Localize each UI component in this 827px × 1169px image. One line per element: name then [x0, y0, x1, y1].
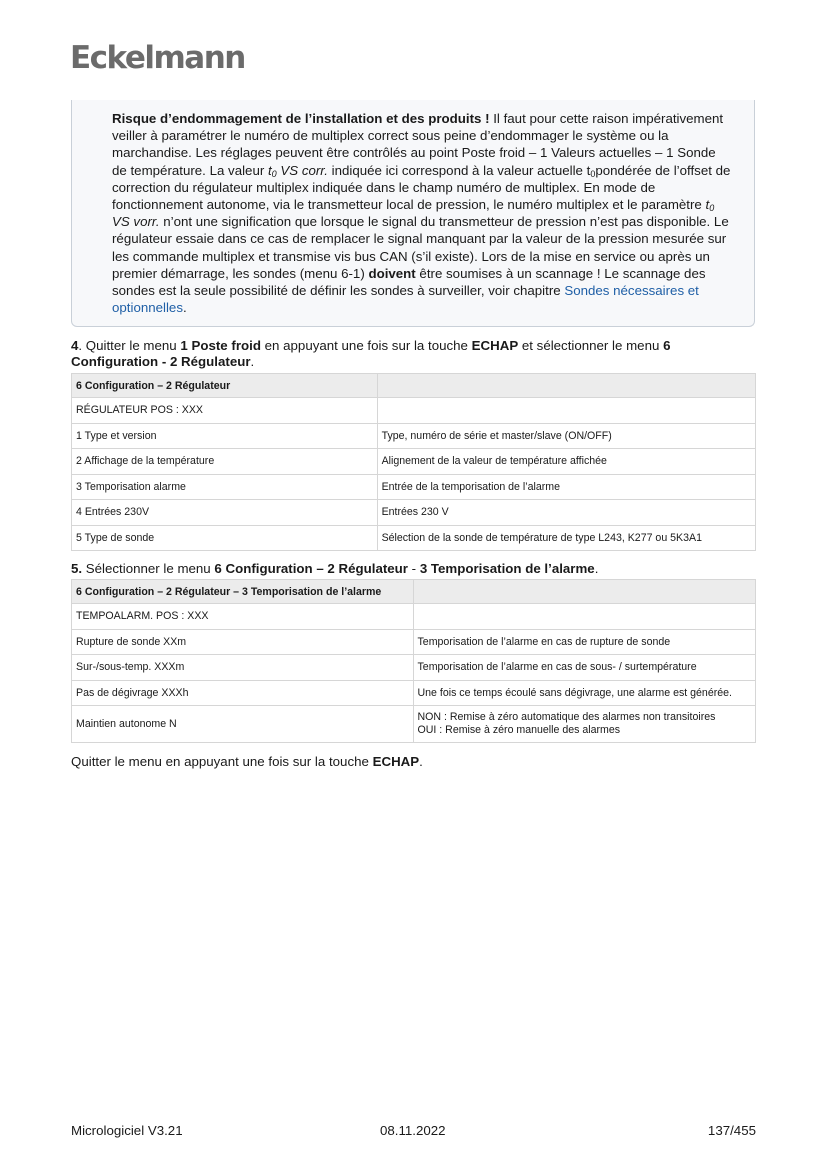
- table-row: 1 Type et version Type, numéro de série et master/slave (ON/OFF): [72, 423, 756, 449]
- table-row: RÉGULATEUR POS : XXX: [72, 398, 756, 424]
- regulator-menu-table: [71, 373, 756, 551]
- table-row: TEMPOALARM. POS : XXX: [72, 604, 756, 630]
- notice-text: Risque d’endommagement de l’installation et des produits ! Il faut pour cette raison impérativement veiller à paramétrer le numéro de multiplex correct sous peine d’endommager le système ou la marchandise. Les réglages peuvent être contrôlés au point Poste froid – 1 Valeurs actuelles – 1 Sonde de température. La valeur $t_0$ VS corr. indiquée ici correspond à la valeur actuelle $t_0pondérée$ de l’offset de correction du régulateur multiplex indiquée dans le champ numéro de multiplex. En mode de fonctionnement autonome, via le transmetteur local de pression, le numéro multiplex et le paramètre $t_0$ VS vorr. n’ont une signification que lorsque le signal du transmetteur de pression n’est pas disponible. Le régulateur essaie dans ce cas de remplacer le signal manquant par la valeur de la pression mesurée sur les commande multiplex et transmise vis bus CAN (s’il existe). Lors de la mise en service ou après un premier démarrage, les sondes (menu 6-1) doivent être soumises à un scannage ! Le scannage des sondes est la seule possibilité de définir les sondes à surveiller, voir chapitre Sondes nécessaires et optionnelles.: [112, 111, 731, 316]
- table-row: Sur-/sous-temp. XXXm Temporisation de l’alarme en cas de sous- / surtempérature: [72, 655, 756, 681]
- eckelmann-logo: Eckelmann: [70, 40, 245, 76]
- table-row: 3 Temporisation alarme Entrée de la temporisation de l’alarme: [72, 474, 756, 500]
- footer-firmware-version: Micrologiciel V3.21: [71, 1123, 183, 1138]
- table-row: 2 Affichage de la température Alignement de la valeur de température affichée: [72, 449, 756, 475]
- table-header: 6 Configuration – 2 Régulateur: [72, 374, 378, 398]
- alarm-delay-menu-table: [71, 579, 756, 743]
- table-row: Maintien autonome N NON : Remise à zéro automatique des alarmes non transitoires OUI : Remise à zéro manuelle des alarmes: [72, 706, 756, 743]
- footer-date: 08.11.2022: [380, 1123, 446, 1138]
- footer-page-number: 137/455: [707, 1123, 756, 1138]
- table-header: 6 Configuration – 2 Régulateur – 3 Temporisation de l’alarme: [72, 580, 414, 604]
- chapter-link[interactable]: Sondes nécessaires et optionnelles: [112, 283, 699, 316]
- table-row: Rupture de sonde XXm Temporisation de l’alarme en cas de rupture de sonde: [72, 629, 756, 655]
- step-5-instruction: 5. Sélectionner le menu 6 Configuration – 2 Régulateur - 3 Temporisation de l’alarme.: [71, 561, 599, 576]
- table-header-row: [72, 580, 756, 604]
- table-row: 4 Entrées 230V Entrées 230 V: [72, 500, 756, 526]
- table-header-row: [72, 374, 756, 398]
- table-row: 5 Type de sonde Sélection de la sonde de température de type L243, K277 ou 5K3A1: [72, 525, 756, 551]
- table-row: Pas de dégivrage XXXh Une fois ce temps écoulé sans dégivrage, une alarme est générée.: [72, 680, 756, 706]
- step-4-instruction: 4. Quitter le menu 1 Poste froid en appuyant une fois sur la touche ECHAP et sélectionner le menu 6 Configuration - 2 Régulateur.: [71, 338, 671, 369]
- notice-title: Risque d’endommagement de l’installation et des produits !: [112, 111, 490, 126]
- warning-notice: [71, 100, 755, 327]
- closing-instruction: Quitter le menu en appuyant une fois sur la touche ECHAP.: [71, 754, 423, 769]
